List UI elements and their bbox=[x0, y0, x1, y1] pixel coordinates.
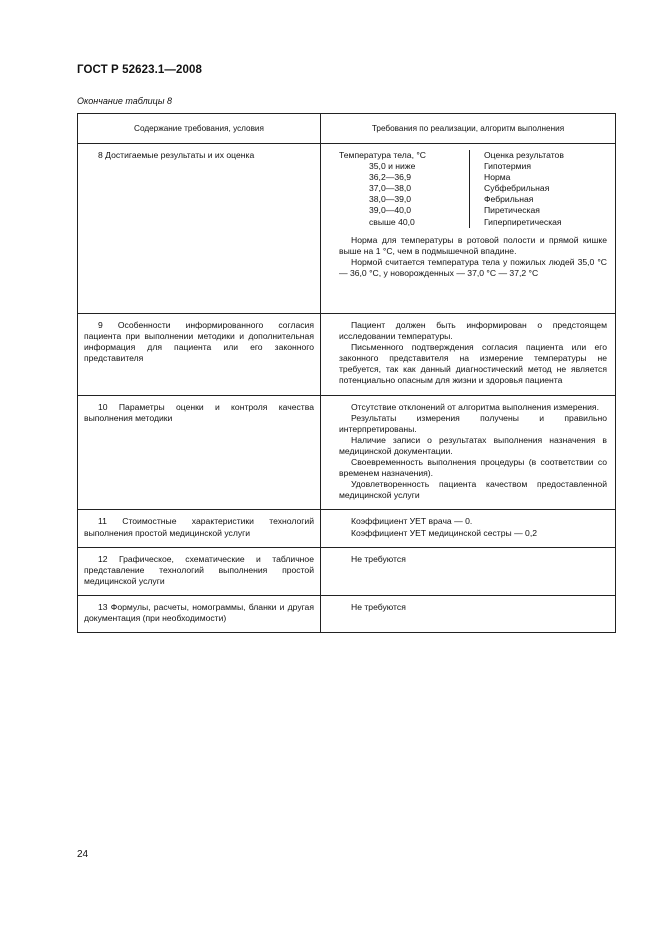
row-9-left-text: 9 Особенности информированного согласия пациента при выполнении методики и дополнительная информация для пациента или его законного представителя bbox=[84, 320, 314, 364]
temperature-value: 39,0—40,0 bbox=[369, 205, 412, 216]
temperature-value: 35,0 и ниже bbox=[369, 161, 416, 172]
row-11-left-text: 11 Стоимостные характеристики технологий выполнения простой медицинской услуги bbox=[84, 516, 314, 538]
paragraph: Коэффициент УЕТ медицинской сестры — 0,2 bbox=[351, 527, 537, 538]
row-11-algorithm bbox=[321, 510, 616, 547]
temperature-header: Температура тела, °С bbox=[339, 150, 426, 160]
paragraph: Не требуются bbox=[351, 601, 406, 612]
temperature-value: свыше 40,0 bbox=[369, 216, 415, 227]
row-12-left-text: 12 Графическое, схематические и табличное представление технологий выполнения простой медицинской услуги bbox=[84, 553, 314, 586]
table-header-row bbox=[78, 114, 616, 144]
row-9-algorithm bbox=[321, 314, 616, 396]
table-row bbox=[78, 144, 616, 314]
row-13-requirement bbox=[78, 595, 321, 632]
paragraph: Письменного подтверждения согласия пациента или его законного представителя на измерение температуры не требуется, так как данный диагностический метод не является потенциально опасным для жизни и здоровья пациента bbox=[339, 342, 607, 386]
table-caption: Окончание таблицы 8 bbox=[77, 96, 172, 106]
row-8-requirement bbox=[78, 144, 321, 314]
paragraph: Не требуются bbox=[351, 553, 406, 564]
assessment-label: Фебрильная bbox=[484, 194, 534, 205]
paragraph: Результаты измерения получены и правильно интерпретированы. bbox=[339, 412, 607, 434]
document-header-title: ГОСТ Р 52623.1—2008 bbox=[77, 64, 202, 76]
paragraph: Отсутствие отклонений от алгоритма выполнения измерения. bbox=[351, 401, 599, 412]
column-header-conditions: Содержание требования, условия bbox=[78, 114, 321, 144]
row-8-algorithm bbox=[321, 144, 616, 314]
paragraph: Удовлетворенность пациента качеством предоставленной медицинской услуги bbox=[339, 479, 607, 501]
row-8-left-text: 8 Достигаемые результаты и их оценка bbox=[98, 150, 255, 160]
paragraph: Норма для температуры в ротовой полости и прямой кишке выше на 1 °С, чем в подмышечной впадине. bbox=[339, 234, 607, 256]
paragraph: Коэффициент УЕТ врача — 0. bbox=[351, 516, 473, 527]
paragraph: Своевременность выполнения процедуры (в соответствии со временем назначения). bbox=[339, 457, 607, 479]
assessment-label: Гиперпиретическая bbox=[484, 216, 562, 227]
table-row bbox=[78, 547, 616, 595]
row-11-requirement bbox=[78, 510, 321, 547]
temperature-assessment-column bbox=[470, 150, 564, 228]
paragraph: Нормой считается температура тела у пожилых людей 35,0 °С — 36,0 °С, у новорожденных — 37,0 °С — 37,2 °С bbox=[339, 256, 607, 278]
row-13-left-text: 13 Формулы, расчеты, номограммы, бланки и другая документация (при необходимости) bbox=[84, 601, 314, 623]
paragraph: Пациент должен быть информирован о предстоящем исследовании температуры. bbox=[339, 320, 607, 342]
row-13-algorithm bbox=[321, 595, 616, 632]
column-header-algorithm: Требования по реализации, алгоритм выполнения bbox=[321, 114, 616, 144]
row-12-algorithm bbox=[321, 547, 616, 595]
table-row bbox=[78, 395, 616, 510]
assessment-label: Субфебрильная bbox=[484, 183, 550, 194]
row-9-requirement bbox=[78, 314, 321, 396]
assessment-header: Оценка результатов bbox=[484, 150, 564, 160]
table-row bbox=[78, 595, 616, 632]
temperature-subtable bbox=[339, 150, 607, 228]
paragraph: Наличие записи о результатах выполнения назначения в медицинской документации. bbox=[339, 434, 607, 456]
row-10-algorithm bbox=[321, 395, 616, 510]
table-row bbox=[78, 314, 616, 396]
assessment-label: Гипотермия bbox=[484, 161, 531, 172]
temperature-value: 36,2—36,9 bbox=[369, 172, 412, 183]
temperature-value: 38,0—39,0 bbox=[369, 194, 412, 205]
row-10-left-text: 10 Параметры оценки и контроля качества выполнения методики bbox=[84, 401, 314, 423]
row-10-requirement bbox=[78, 395, 321, 510]
assessment-label: Пиретическая bbox=[484, 205, 540, 216]
page-number: 24 bbox=[77, 849, 89, 860]
table-row bbox=[78, 510, 616, 547]
assessment-label: Норма bbox=[484, 172, 511, 183]
temperature-values-column bbox=[339, 150, 470, 228]
row-12-requirement bbox=[78, 547, 321, 595]
temperature-value: 37,0—38,0 bbox=[369, 183, 412, 194]
requirements-table bbox=[77, 113, 616, 633]
